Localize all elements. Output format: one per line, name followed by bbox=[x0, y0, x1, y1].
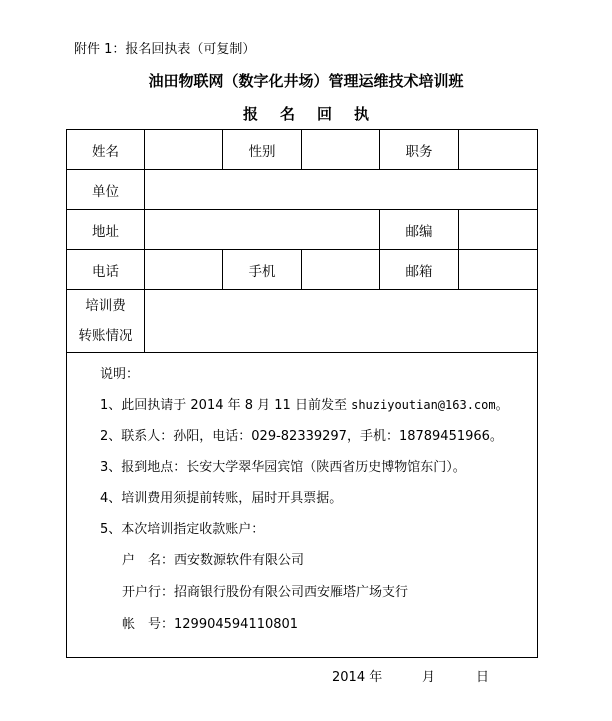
address-field[interactable] bbox=[145, 210, 380, 250]
note-item-1-suffix: 。 bbox=[495, 398, 509, 413]
unit-label: 单位 bbox=[67, 170, 145, 210]
email-label: 邮箱 bbox=[380, 250, 459, 290]
note-item-3: 3、报到地点：长安大学翠华园宾馆（陕西省历史博物馆东门）。 bbox=[100, 460, 466, 475]
fee-field[interactable] bbox=[145, 290, 538, 353]
document-subtitle: 报名回执 bbox=[242, 105, 391, 123]
phone-label: 电话 bbox=[67, 250, 145, 290]
attachment-label: 附件 1：报名回执表（可复制） bbox=[74, 42, 256, 57]
postcode-label: 邮编 bbox=[380, 210, 459, 250]
note-item-1-text: 1、此回执请于 2014 年 8 月 11 日前发至 bbox=[100, 398, 352, 413]
gender-field[interactable] bbox=[302, 130, 380, 170]
document-title: 油田物联网（数字化井场）管理运维技术培训班 bbox=[148, 72, 464, 90]
mobile-label: 手机 bbox=[223, 250, 302, 290]
postcode-field[interactable] bbox=[459, 210, 538, 250]
phone-field[interactable] bbox=[145, 250, 223, 290]
bank-name: 开户行：招商银行股份有限公司西安雁塔广场支行 bbox=[122, 585, 409, 600]
date-day: 日 bbox=[476, 670, 490, 685]
fee-label bbox=[67, 290, 145, 353]
fee-label-line-1: 培训费 bbox=[85, 298, 126, 314]
email-field[interactable] bbox=[459, 250, 538, 290]
notes-heading: 说明： bbox=[100, 367, 140, 382]
row-name bbox=[67, 130, 538, 170]
row-fee bbox=[67, 290, 538, 353]
address-label: 地址 bbox=[67, 210, 145, 250]
contact-email: shuziyoutian@163.com bbox=[351, 398, 496, 412]
account-name: 户 名：西安数源软件有限公司 bbox=[122, 553, 305, 568]
date-month: 月 bbox=[422, 670, 436, 685]
row-address bbox=[67, 210, 538, 250]
note-item-5: 5、本次培训指定收款账户： bbox=[100, 522, 265, 537]
position-label: 职务 bbox=[380, 130, 459, 170]
name-label: 姓名 bbox=[67, 130, 145, 170]
row-unit bbox=[67, 170, 538, 210]
note-item-2: 2、联系人：孙阳，电话：029-82339297，手机：18789451966。 bbox=[100, 429, 503, 444]
date-year: 2014 年 bbox=[332, 670, 383, 685]
note-item-4: 4、培训费用须提前转账，届时开具票据。 bbox=[100, 491, 343, 506]
name-field[interactable] bbox=[145, 130, 223, 170]
mobile-field[interactable] bbox=[302, 250, 380, 290]
unit-field[interactable] bbox=[145, 170, 538, 210]
fee-label-line-2: 转账情况 bbox=[78, 328, 133, 344]
row-phone bbox=[67, 250, 538, 290]
position-field[interactable] bbox=[459, 130, 538, 170]
registration-form bbox=[66, 129, 538, 658]
account-number: 帐 号：129904594110801 bbox=[122, 617, 299, 632]
note-item-1 bbox=[100, 394, 509, 413]
row-notes bbox=[67, 353, 538, 658]
gender-label: 性别 bbox=[223, 130, 302, 170]
notes-cell bbox=[67, 353, 538, 658]
